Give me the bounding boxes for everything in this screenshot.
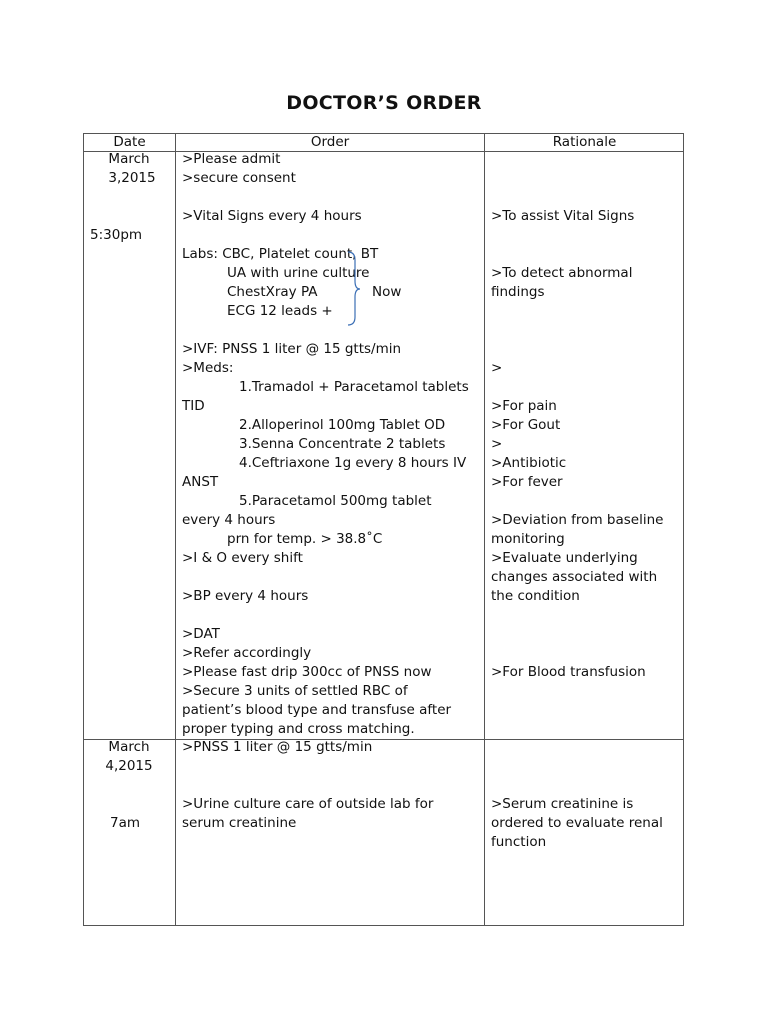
order-line: >DAT bbox=[182, 626, 220, 642]
rationale-line: >For Gout bbox=[491, 417, 561, 433]
rationale-line: function bbox=[491, 834, 547, 850]
order-line: ANST bbox=[182, 474, 219, 490]
rationale-line: findings bbox=[491, 284, 545, 300]
order-line: 1.Tramadol + Paracetamol tablets bbox=[239, 379, 469, 395]
order-line: >Secure 3 units of settled RBC of bbox=[182, 683, 408, 699]
rationale-line: >Antibiotic bbox=[491, 455, 567, 471]
entry1-date-month: March bbox=[108, 151, 150, 167]
rationale-line: > bbox=[491, 436, 503, 452]
order-line: 4.Ceftriaxone 1g every 8 hours IV bbox=[239, 455, 467, 471]
order-line: >Urine culture care of outside lab for bbox=[182, 796, 434, 812]
order-line: 3.Senna Concentrate 2 tablets bbox=[239, 436, 446, 452]
rationale-line: >For pain bbox=[491, 398, 557, 414]
order-line: 5.Paracetamol 500mg tablet bbox=[239, 493, 432, 509]
order-line: >Please admit bbox=[182, 151, 281, 167]
rationale-line: the condition bbox=[491, 588, 580, 604]
rationale-line: monitoring bbox=[491, 531, 565, 547]
order-line: >Refer accordingly bbox=[182, 645, 312, 661]
rationale-line: >Deviation from baseline bbox=[491, 512, 664, 528]
order-line: >Meds: bbox=[182, 360, 234, 376]
order-line: UA with urine culture bbox=[227, 265, 370, 281]
rationale-line: >For fever bbox=[491, 474, 563, 490]
brace-icon bbox=[346, 251, 362, 327]
header-order: Order bbox=[310, 134, 350, 150]
order-line: TID bbox=[182, 398, 205, 414]
entry1-time: 5:30pm bbox=[90, 227, 143, 243]
column-divider bbox=[175, 134, 176, 925]
entry1-date-day: 3,2015 bbox=[108, 170, 156, 186]
order-line: >secure consent bbox=[182, 170, 296, 186]
rationale-line: >For Blood transfusion bbox=[491, 664, 646, 680]
rationale-line: >Evaluate underlying bbox=[491, 550, 638, 566]
rationale-line: >Serum creatinine is bbox=[491, 796, 634, 812]
doctors-order-table bbox=[83, 133, 684, 926]
rationale-line: > bbox=[491, 360, 503, 376]
order-line: 2.Alloperinol 100mg Tablet OD bbox=[239, 417, 446, 433]
order-line: >IVF: PNSS 1 liter @ 15 gtts/min bbox=[182, 341, 402, 357]
order-line: Labs: CBC, Platelet count, BT bbox=[182, 246, 379, 262]
order-line: >BP every 4 hours bbox=[182, 588, 309, 604]
header-rationale: Rationale bbox=[552, 134, 617, 150]
order-line-now: Now bbox=[372, 284, 402, 300]
entry2-time: 7am bbox=[110, 815, 141, 831]
entry2-date-month: March bbox=[108, 739, 150, 755]
order-line: every 4 hours bbox=[182, 512, 276, 528]
order-line: prn for temp. > 38.8˚C bbox=[227, 531, 383, 547]
order-line: proper typing and cross matching. bbox=[182, 721, 415, 737]
entry2-date-day: 4,2015 bbox=[105, 758, 153, 774]
order-line: >Vital Signs every 4 hours bbox=[182, 208, 362, 224]
rationale-line: >To detect abnormal bbox=[491, 265, 633, 281]
order-line: ChestXray PA bbox=[227, 284, 318, 300]
order-line: >I & O every shift bbox=[182, 550, 303, 566]
rationale-line: >To assist Vital Signs bbox=[491, 208, 635, 224]
rationale-line: changes associated with bbox=[491, 569, 658, 585]
order-line: >Please fast drip 300cc of PNSS now bbox=[182, 664, 432, 680]
order-line: serum creatinine bbox=[182, 815, 297, 831]
order-line: >PNSS 1 liter @ 15 gtts/min bbox=[182, 739, 373, 755]
document-title: DOCTOR’S ORDER bbox=[286, 92, 482, 114]
order-line: ECG 12 leads + bbox=[227, 303, 333, 319]
rationale-line: ordered to evaluate renal bbox=[491, 815, 663, 831]
order-line: patient’s blood type and transfuse after bbox=[182, 702, 452, 718]
header-date: Date bbox=[113, 134, 146, 150]
column-divider bbox=[484, 134, 485, 925]
